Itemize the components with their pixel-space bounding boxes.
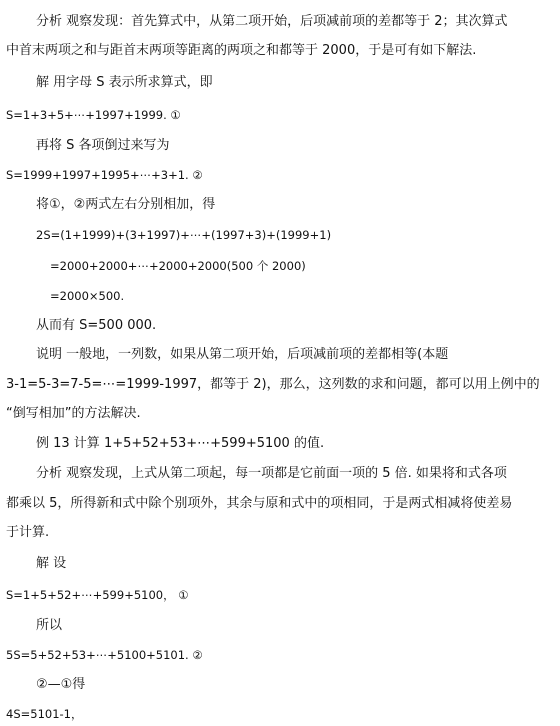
analysis2-line-2: 都乘以 5，所得新和式中除个别项外，其余与原和式中的项相同，于是两式相减将使差易 [6, 496, 513, 511]
subtract-text: ②—①得 [36, 677, 86, 692]
analysis-paragraph-line-1: 分析 观察发现：首先算式中，从第二项开始，后项减前项的差都等于 2；其次算式 [36, 14, 508, 29]
equation-2s: 2S=(1+1999)+(3+1997)+⋯+(1997+3)+(1999+1) [36, 228, 332, 242]
equation-sum: =2000+2000+⋯+2000+2000(500 个 2000) [50, 259, 306, 273]
solution2-intro: 解 设 [36, 556, 67, 571]
add-text: 将①，②两式左右分别相加，得 [36, 197, 216, 212]
therefore-text: 所以 [36, 618, 63, 633]
analysis2-line-1: 分析 观察发现，上式从第二项起，每一项都是它前面一项的 5 倍. 如果将和式各项 [36, 466, 507, 481]
equation-5: 4S=5101-1， [6, 707, 83, 721]
note-paragraph-line-3: “倒写相加”的方法解决. [6, 406, 141, 421]
example-13-title: 例 13 计算 1+5+52+53+⋯+599+5100 的值. [36, 436, 325, 451]
reverse-text: 再将 S 各项倒过来写为 [36, 138, 170, 153]
note-paragraph-line-2: 3-1=5-3=7-5=⋯=1999-1997，都等于 2)，那么，这列数的求和问题，都可以用上例中的 [6, 377, 540, 392]
note-paragraph-line-1: 说明 一般地，一列数，如果从第二项开始，后项减前项的差都相等(本题 [36, 347, 449, 362]
equation-1: S=1+3+5+⋯+1997+1999. ① [6, 108, 181, 122]
equation-4: 5S=5+52+53+⋯+5100+5101. ② [6, 648, 203, 662]
equation-product: =2000×500. [50, 289, 125, 303]
result-line: 从而有 S=500 000. [36, 318, 157, 333]
equation-3: S=1+5+52+⋯+599+5100， ① [6, 588, 189, 602]
analysis2-line-3: 于计算. [6, 525, 50, 540]
equation-2: S=1999+1997+1995+⋯+3+1. ② [6, 168, 203, 182]
solution-intro: 解 用字母 S 表示所求算式，即 [36, 75, 213, 90]
analysis-paragraph-line-2: 中首末两项之和与距首末两项等距离的两项之和都等于 2000，于是可有如下解法. [6, 43, 477, 58]
